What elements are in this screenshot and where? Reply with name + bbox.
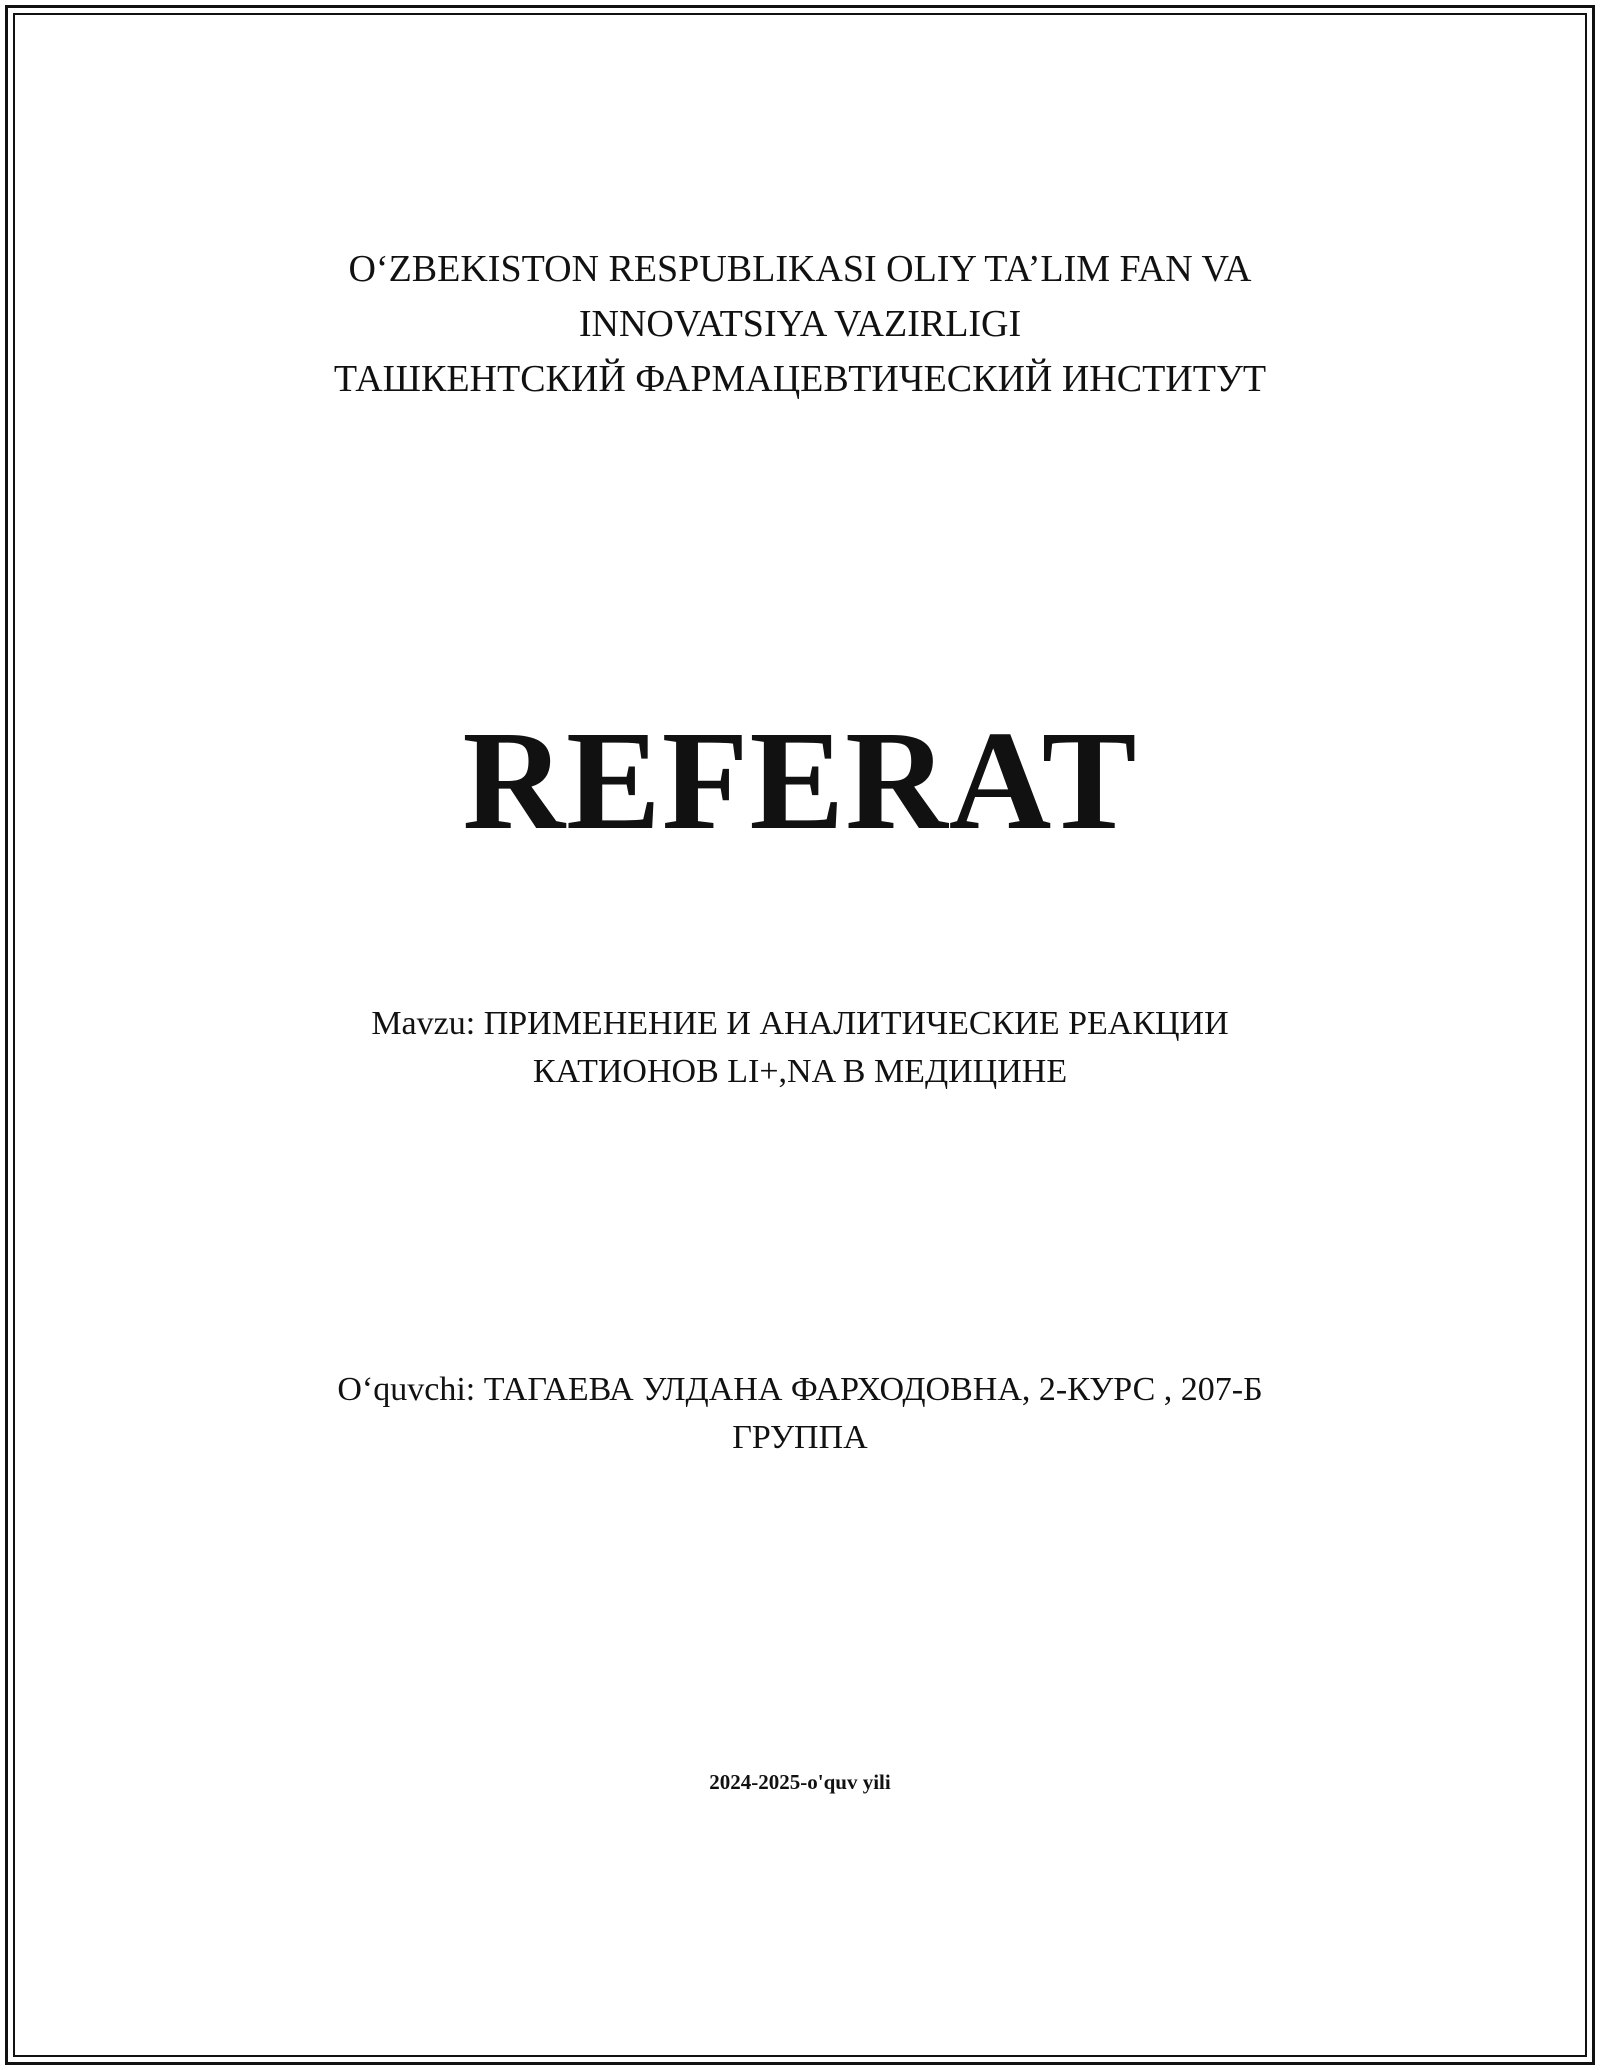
academic-year: 2024-2025-o'quv yili [709,1770,891,1794]
ministry-header [0,242,1600,407]
ministry-line-1: O‘ZBEKISTON RESPUBLIKASI OLIY TA’LIM FAN VA [348,248,1252,290]
student-line-1: O‘quvchi: ТАГАЕВА УЛДАНА ФАРХОДОВНА, 2-КУРС , 207-Б [337,1371,1263,1408]
document-title: REFERAT [462,701,1138,859]
topic-line-1: Mavzu: ПРИМЕНЕНИЕ И АНАЛИТИЧЕСКИЕ РЕАКЦИИ [371,1005,1229,1042]
topic-block [0,1000,1600,1096]
topic-line-2: КАТИОНОВ LI+,NA В МЕДИЦИНЕ [532,1053,1068,1090]
institute-name: ТАШКЕНТСКИЙ ФАРМАЦЕВТИЧЕСКИЙ ИНСТИТУТ [333,358,1267,400]
student-block [0,1366,1600,1462]
student-line-2: ГРУППА [732,1419,868,1456]
ministry-line-2: INNOVATSIYA VAZIRLIGI [578,303,1022,345]
